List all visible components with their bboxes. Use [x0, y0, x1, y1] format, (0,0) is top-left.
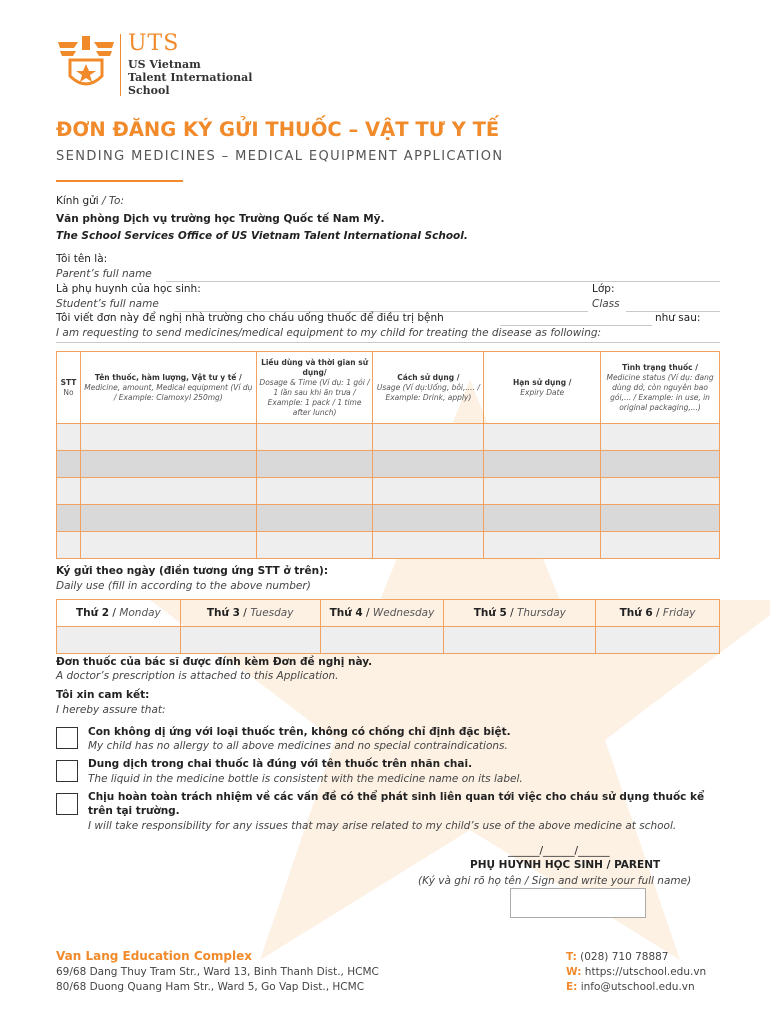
daily-table — [56, 599, 720, 654]
footer-addr2: 80/68 Duong Quang Ham Str., Ward 5, Go Vap Dist., HCMC — [56, 981, 365, 993]
medicine-table — [56, 351, 720, 559]
school-logo — [56, 32, 256, 98]
cell-dosage[interactable] — [256, 451, 373, 478]
header-medicine: Tên thuốc, hàm lượng, Vật tư y tế / Medicine, amount, Medical equipment (Ví dụ / Example: Clamoxyl 250mg) — [80, 352, 256, 424]
prescription-vi: Đơn thuốc của bác sĩ được đính kèm Đơn đề nghị này. — [56, 656, 373, 668]
cell-dosage[interactable] — [256, 532, 373, 559]
cell-medicine[interactable] — [80, 505, 256, 532]
table-row — [57, 532, 720, 559]
commitment-2-vi: Dung dịch trong chai thuốc là đúng với tên thuốc trên nhãn chai. — [88, 758, 473, 770]
request-label-vi-end: như sau: — [655, 312, 701, 324]
commitment-3-checkbox[interactable] — [56, 793, 78, 815]
assure-vi: Tôi xin cam kết: — [56, 689, 150, 701]
to-office-en: The School Services Office of US Vietnam Talent International School. — [56, 230, 468, 242]
commitment-2-en: The liquid in the medicine bottle is consistent with the medicine name on its label. — [88, 773, 523, 785]
parent-label-en: Parent’s full name — [56, 268, 152, 280]
to-label — [56, 195, 124, 208]
cell-medicine[interactable] — [80, 532, 256, 559]
signature-note: (Ký và ghi rõ họ tên / Sign and write your full name) — [418, 875, 692, 887]
logo-line2: Talent International — [128, 71, 253, 84]
to-label-en: / To: — [98, 195, 124, 207]
logo-mark: UTS — [128, 31, 180, 56]
wednesday-entry[interactable] — [320, 627, 444, 654]
table-row — [57, 451, 720, 478]
cell-expiry[interactable] — [484, 532, 601, 559]
header-usage: Cách sử dụng / Usage (Ví dụ:Uống, bôi,.... / Example: Drink, apply) — [373, 352, 484, 424]
commitment-3-vi: Chịu hoàn toàn trách nhiệm về các vấn đề có thể phát sinh liên quan tới việc cho cháu sử dụng thuốc kể — [88, 791, 705, 803]
class-label-vi: Lớp: — [592, 283, 615, 295]
cell-status[interactable] — [601, 424, 720, 451]
cell-dosage[interactable] — [256, 478, 373, 505]
parent-name-line — [166, 281, 720, 282]
commitment-1-en: My child has no allergy to all above medicines and no special contraindications. — [88, 740, 508, 752]
class-label-en: Class — [592, 298, 620, 310]
cell-expiry[interactable] — [484, 451, 601, 478]
signature-box[interactable] — [510, 888, 646, 918]
thursday-entry[interactable] — [444, 627, 596, 654]
cell-medicine[interactable] — [80, 451, 256, 478]
medicine-table-header — [57, 352, 720, 424]
footer-addr1: 69/68 Dang Thuy Tram Str., Ward 13, Binh Thanh Dist., HCMC — [56, 966, 379, 978]
signature-date: ______/______/______ — [508, 845, 610, 857]
cell-status[interactable] — [601, 451, 720, 478]
cell-expiry[interactable] — [484, 505, 601, 532]
daily-header-row — [57, 600, 720, 627]
day-wednesday: Thứ 4 / Wednesday — [320, 600, 444, 627]
commitment-1-vi: Con không dị ứng với loại thuốc trên, không có chống chỉ định đặc biệt. — [88, 726, 511, 738]
table-row — [57, 505, 720, 532]
commitment-3-vi2: trên tại trường. — [88, 805, 180, 817]
commitment-1-checkbox[interactable] — [56, 727, 78, 749]
cell-status[interactable] — [601, 505, 720, 532]
cell-expiry[interactable] — [484, 478, 601, 505]
footer-web[interactable]: W: https://utschool.edu.vn — [566, 966, 707, 978]
cell-no[interactable] — [57, 424, 81, 451]
cell-usage[interactable] — [373, 478, 484, 505]
page-subtitle: SENDING MEDICINES – MEDICAL EQUIPMENT APPLICATION — [56, 149, 504, 164]
cell-usage[interactable] — [373, 532, 484, 559]
day-thursday: Thứ 5 / Thursday — [444, 600, 596, 627]
cell-medicine[interactable] — [80, 478, 256, 505]
table-row — [57, 424, 720, 451]
to-office-vi: Văn phòng Dịch vụ trường học Trường Quốc tế Nam Mỹ. — [56, 213, 385, 225]
logo-line3: School — [128, 84, 170, 97]
cell-dosage[interactable] — [256, 424, 373, 451]
disease-line — [500, 325, 652, 326]
cell-expiry[interactable] — [484, 424, 601, 451]
monday-entry[interactable] — [57, 627, 181, 654]
cell-usage[interactable] — [373, 451, 484, 478]
cell-usage[interactable] — [373, 424, 484, 451]
commitment-2-checkbox[interactable] — [56, 760, 78, 782]
cell-medicine[interactable] — [80, 424, 256, 451]
request-label-en: I am requesting to send medicines/medical equipment to my child for treating the disease as following: — [56, 327, 602, 339]
cell-usage[interactable] — [373, 505, 484, 532]
to-label-vi: Kính gửi — [56, 195, 99, 207]
day-tuesday: Thứ 3 / Tuesday — [180, 600, 320, 627]
header-expiry: Hạn sử dụng / Expiry Date — [484, 352, 601, 424]
cell-no[interactable] — [57, 478, 81, 505]
page-title: ĐƠN ĐĂNG KÝ GỬI THUỐC – VẬT TƯ Y TẾ — [56, 118, 500, 141]
student-label-en: Student’s full name — [56, 298, 159, 310]
cell-status[interactable] — [601, 532, 720, 559]
daily-label-vi: Ký gửi theo ngày (điền tương ứng STT ở trên): — [56, 565, 329, 577]
cell-dosage[interactable] — [256, 505, 373, 532]
prescription-en: A doctor’s prescription is attached to this Application. — [56, 670, 339, 682]
footer-email[interactable]: E: info@utschool.edu.vn — [566, 981, 695, 993]
cell-no[interactable] — [57, 532, 81, 559]
friday-entry[interactable] — [596, 627, 720, 654]
footer-tel: T: (028) 710 78887 — [566, 951, 669, 963]
logo-emblem-icon — [56, 32, 116, 94]
header-no: STT No — [57, 352, 81, 424]
day-monday: Thứ 2 / Monday — [57, 600, 181, 627]
tuesday-entry[interactable] — [180, 627, 320, 654]
request-label-vi: Tôi viết đơn này để nghị nhà trường cho cháu uống thuốc để điều trị bệnh — [56, 312, 444, 324]
day-friday: Thứ 6 / Friday — [596, 600, 720, 627]
header-dosage: Liều dùng và thời gian sử dụng/ Dosage & Time (Ví dụ: 1 gói / 1 lần sau khi ăn trưa / Example: 1 pack / 1 time after lunch) — [256, 352, 373, 424]
cell-no[interactable] — [57, 505, 81, 532]
cell-no[interactable] — [57, 451, 81, 478]
assure-en: I hereby assure that: — [56, 704, 166, 716]
footer-org: Van Lang Education Complex — [56, 949, 252, 963]
logo-line1: US Vietnam — [128, 58, 201, 71]
title-underline — [56, 180, 183, 182]
request-rule — [56, 342, 720, 343]
header-status: Tình trạng thuốc / Medicine status (Ví dụ: đang dùng dở, còn nguyên bao gói,... / Example: in use, in original packaging,...) — [601, 352, 720, 424]
parent-label-vi: Tôi tên là: — [56, 253, 108, 265]
daily-label-en: Daily use (fill in according to the above number) — [56, 580, 311, 592]
cell-status[interactable] — [601, 478, 720, 505]
daily-entry-row — [57, 627, 720, 654]
student-label-vi: Là phụ huynh của học sinh: — [56, 283, 201, 295]
signature-title: PHỤ HUYNH HỌC SINH / PARENT — [470, 859, 661, 871]
table-row — [57, 478, 720, 505]
commitment-3-en: I will take responsibility for any issues that may arise related to my child’s use of the above medicine at school. — [88, 820, 677, 832]
